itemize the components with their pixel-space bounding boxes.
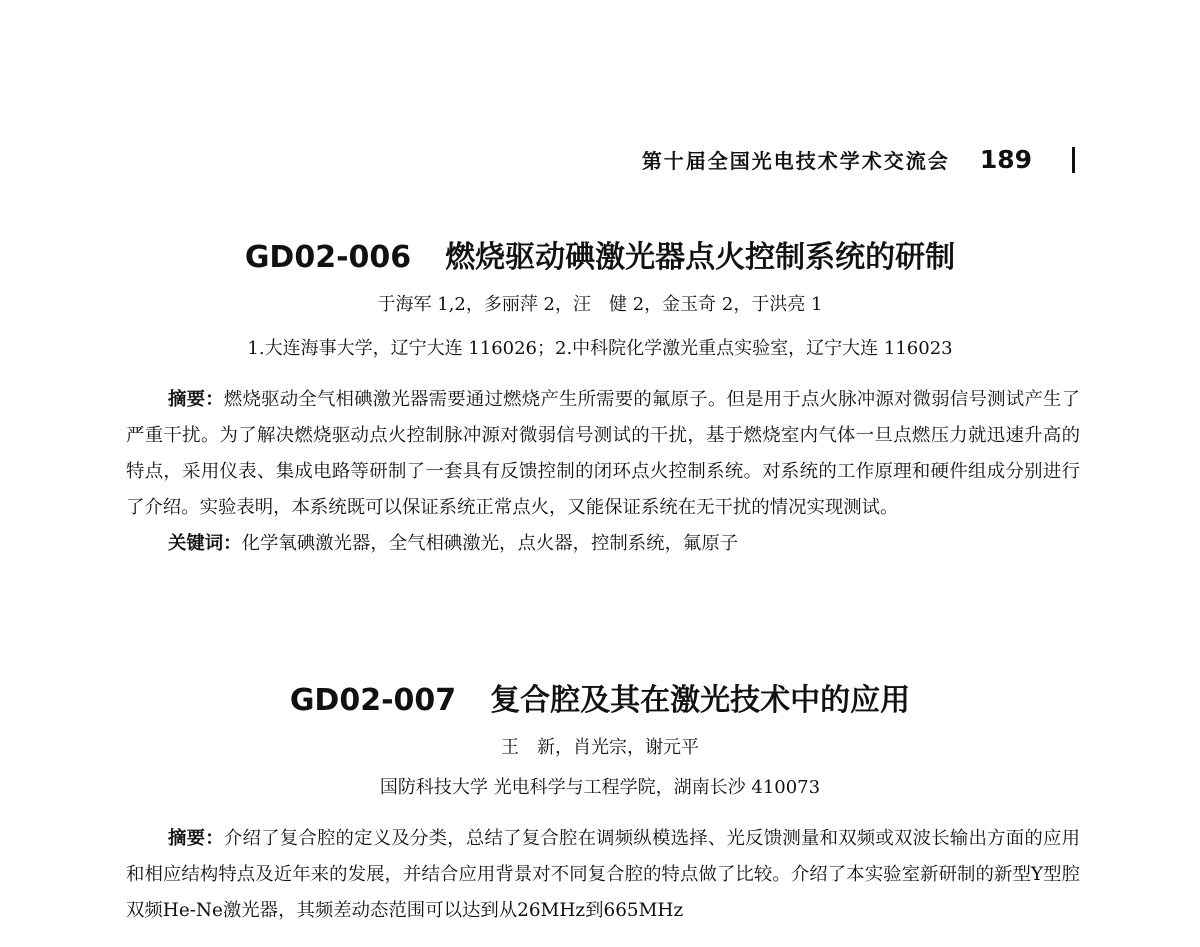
paper-code: GD02-006 (244, 240, 412, 275)
paper-affiliation: 国防科技大学 光电科学与工程学院，湖南长沙 410073 (379, 777, 821, 798)
running-header (642, 145, 1075, 174)
abstract-text: 介绍了复合腔的定义及分类，总结了复合腔在调频纵模选择、光反馈测量和双频或双波长输出方面的应用和相应结构特点及近年来的发展，并结合应用背景对不同复合腔的特点做了比较。介绍了本实验室新研制的新型Y型腔双频He-Ne激光器，其频差动态范围可以达到从26MHz到665MHz (126, 828, 1080, 921)
paper-gd02-007 (0, 675, 1200, 929)
paper-keywords (126, 526, 1080, 562)
paper-affiliation: 1.大连海事大学，辽宁大连 116026；2.中科院化学激光重点实验室，辽宁大连 116023 (247, 338, 953, 359)
paper-code: GD02-007 (289, 683, 457, 718)
abstract-label: 摘要： (168, 389, 224, 410)
paper-abstract (126, 821, 1080, 929)
header-rule (1072, 147, 1075, 173)
conference-name: 第十届全国光电技术学术交流会 (641, 149, 950, 173)
abstract-text: 燃烧驱动全气相碘激光器需要通过燃烧产生所需要的氟原子。但是用于点火脉冲源对微弱信号测试产生了严重干扰。为了解决燃烧驱动点火控制脉冲源对微弱信号测试的干扰，基于燃烧室内气体一旦点燃压力就迅速升高的特点，采用仪表、集成电路等研制了一套具有反馈控制的闭环点火控制系统。对系统的工作原理和硬件组成分别进行了介绍。实验表明，本系统既可以保证系统正常点火，又能保证系统在无干扰的情况实现测试。 (126, 389, 1080, 518)
paper-title-text: 燃烧驱动碘激光器点火控制系统的研制 (445, 240, 956, 275)
paper-title (0, 675, 1200, 719)
paper-abstract (126, 382, 1080, 526)
paper-title (0, 232, 1200, 276)
paper-title-text: 复合腔及其在激光技术中的应用 (490, 683, 911, 718)
page-number: 189 (979, 145, 1032, 174)
paper-authors: 王 新，肖光宗，谢元平 (501, 737, 699, 758)
keywords-text: 化学氧碘激光器，全气相碘激光，点火器，控制系统，氟原子 (241, 533, 739, 554)
paper-authors: 于海军 1,2，多丽萍 2，汪 健 2，金玉奇 2，于洪亮 1 (377, 294, 823, 315)
keywords-label: 关键词： (168, 533, 242, 554)
paper-gd02-006 (0, 232, 1200, 562)
abstract-label: 摘要： (168, 828, 224, 849)
